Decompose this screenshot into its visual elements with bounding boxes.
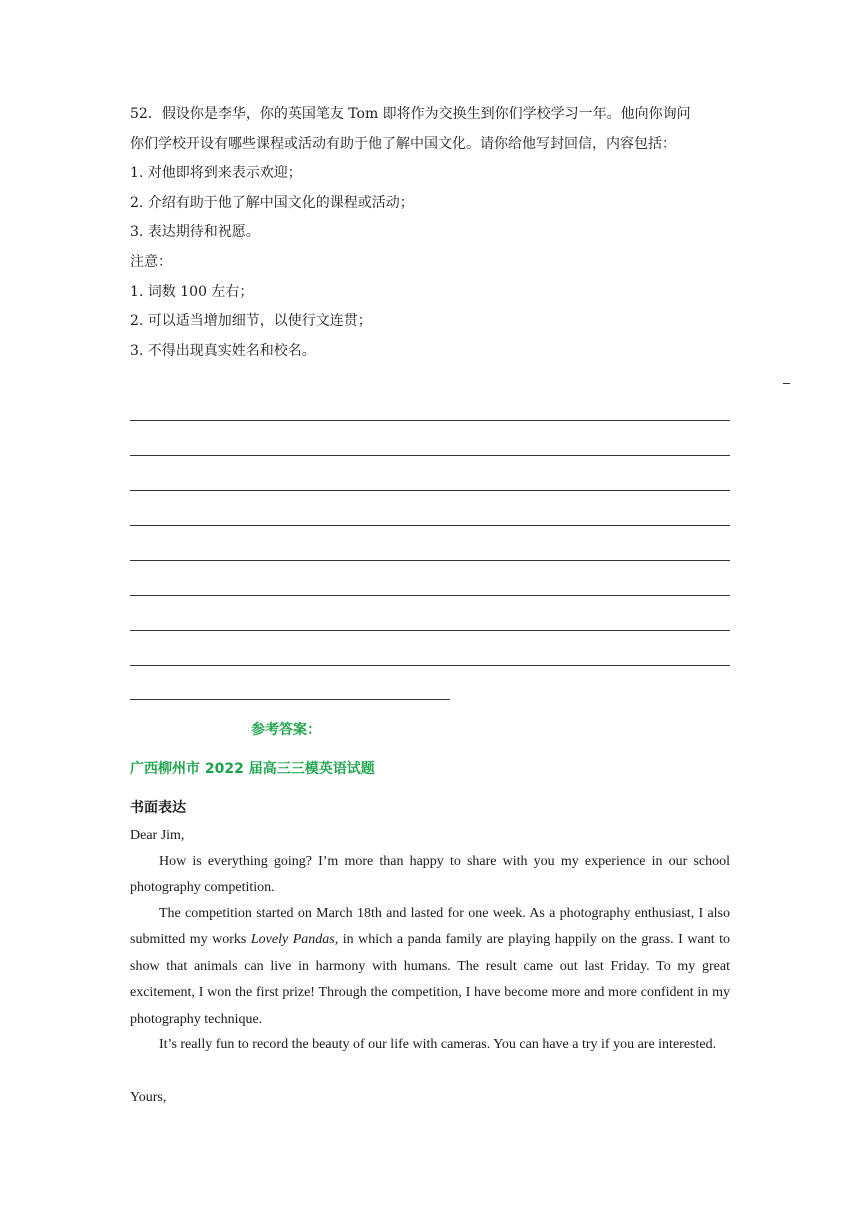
margin-mark [783, 383, 790, 384]
content-point-3: 3. 表达期待和祝愿。 [130, 224, 260, 240]
writing-line [130, 420, 730, 421]
note-2: 2. 可以适当增加细节，以使行文连贯； [130, 313, 372, 329]
work-title: Lovely Pandas, [250, 932, 339, 948]
question-intro-line-2: 你们学校开设有哪些课程或活动有助于他了解中国文化。请你给他写封回信，内容包括： [130, 136, 676, 152]
content-point-2: 2. 介绍有助于他了解中国文化的课程或活动； [130, 195, 414, 211]
writing-line [130, 595, 730, 596]
reference-answer-label: 参考答案： [251, 722, 321, 738]
writing-line [130, 665, 730, 666]
writing-line [130, 525, 730, 526]
writing-line [130, 630, 730, 631]
paragraph-2-text-b: in which a panda family are playing happily on the grass. I want to show that animals can live in harmony with humans. The result came out last Friday. To my great excitement, I won the first prize! Through the competition, I have become more and more confident in my photography technique. [130, 932, 730, 1027]
letter-paragraph-3: It’s really fun to record the beauty of our life with cameras. You can have a try if you are interested. [159, 1037, 717, 1052]
question-intro-line-1: 52．假设你是李华，你的英国笔友 Tom 即将作为交换生到你们学校学习一年。他向你询问 [130, 106, 691, 122]
section-title: 书面表达 [130, 800, 186, 816]
note-3: 3. 不得出现真实姓名和校名。 [130, 343, 316, 359]
writing-line [130, 699, 450, 700]
writing-line [130, 560, 730, 561]
letter-closing: Yours, [130, 1090, 167, 1105]
writing-line [130, 490, 730, 491]
letter-paragraph-2 [130, 901, 730, 1033]
notes-label: 注意： [130, 254, 172, 270]
content-point-1: 1. 对他即将到来表示欢迎； [130, 165, 302, 181]
writing-line [130, 455, 730, 456]
note-1: 1. 词数 100 左右； [130, 284, 254, 300]
letter-greeting: Dear Jim, [130, 828, 185, 843]
exam-title: 广西柳州市 2022 届高三三模英语试题 [130, 761, 375, 777]
letter-paragraph-1: How is everything going? I’m more than happy to share with you my experience in our school photography competition. [130, 854, 730, 896]
paragraph-2-text-a: The competition started on March 18th and lasted for one week. As a photography enthusiast, I also submitted my works [130, 906, 730, 948]
